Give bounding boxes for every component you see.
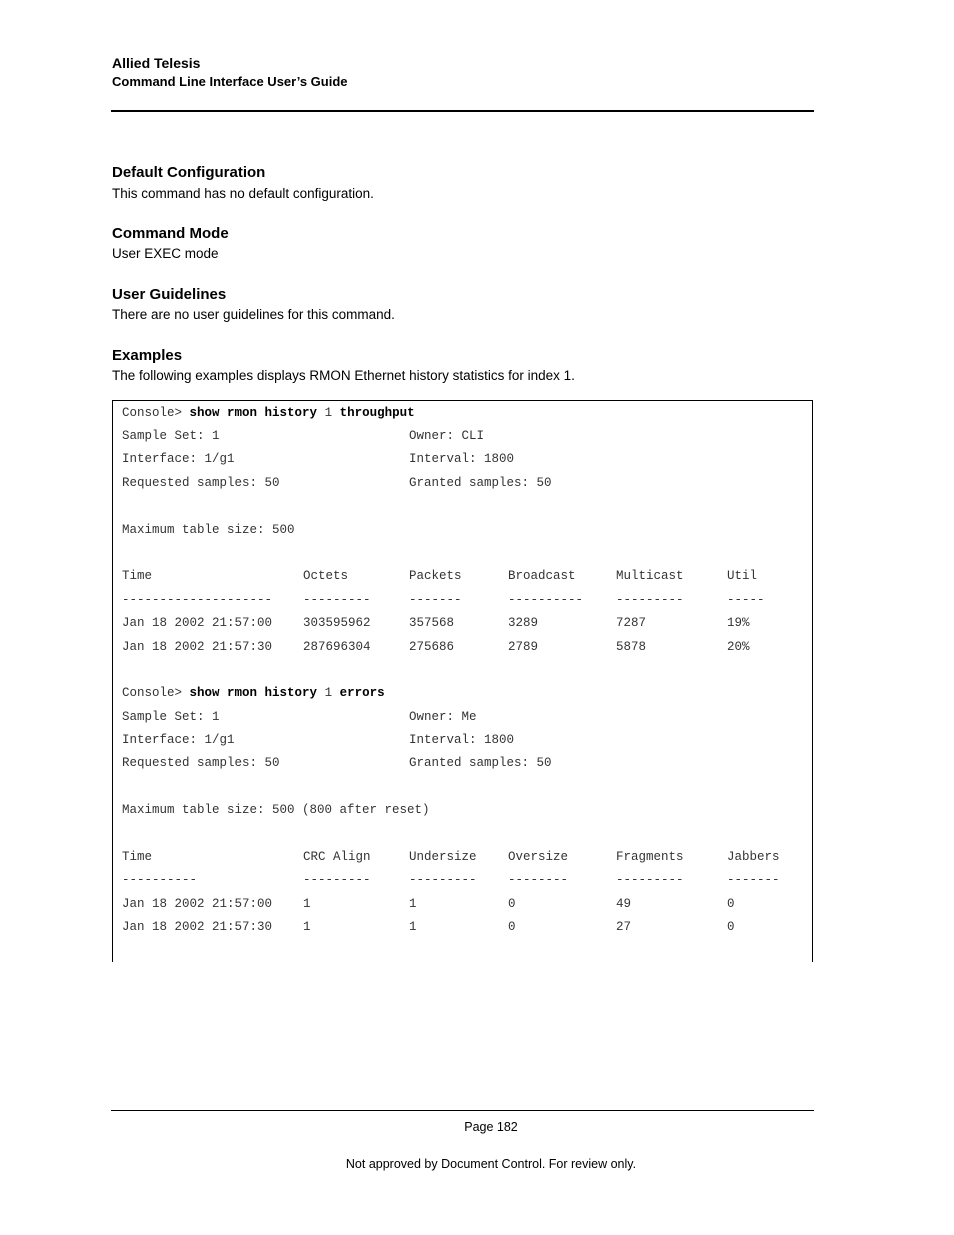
table-cell: Jan 18 2002 21:57:30 <box>122 920 273 934</box>
section-text-command-mode: User EXEC mode <box>112 246 219 261</box>
table-cell: 19% <box>727 616 750 630</box>
section-text-user-guidelines: There are no user guidelines for this command. <box>112 307 395 322</box>
table-cell: 3289 <box>508 616 539 630</box>
command-text: show rmon history <box>189 406 318 420</box>
table-cell: 2789 <box>508 640 539 654</box>
section-heading-command-mode: Command Mode <box>112 225 229 242</box>
table-header-cell: Multicast <box>616 569 684 583</box>
section-heading-examples: Examples <box>112 347 183 364</box>
table-header-cell: Fragments <box>616 850 684 864</box>
table-cell: 357568 <box>409 616 455 630</box>
command-argument: 1 <box>324 686 333 700</box>
info-line: Owner: Me <box>409 710 477 724</box>
info-line: Sample Set: 1 <box>122 710 220 724</box>
table-cell: 49 <box>616 897 632 911</box>
command-argument: 1 <box>324 406 333 420</box>
table-cell: 0 <box>727 897 735 911</box>
table-dashes: ----- <box>727 593 765 607</box>
command-text: show rmon history <box>189 686 318 700</box>
table-dashes: --------- <box>616 593 684 607</box>
table-header-cell: Undersize <box>409 850 477 864</box>
table-cell: 303595962 <box>303 616 371 630</box>
table-cell: 0 <box>727 920 735 934</box>
max-table-size-line: Maximum table size: 500 (800 after reset) <box>122 803 430 817</box>
table-dashes: ------- <box>409 593 462 607</box>
table-cell: 1 <box>303 897 311 911</box>
table-dashes: ---------- <box>122 873 198 887</box>
table-header-cell: CRC Align <box>303 850 371 864</box>
table-dashes: --------- <box>409 873 477 887</box>
command-keyword: errors <box>339 686 385 700</box>
section-heading-default-configuration: Default Configuration <box>112 164 266 181</box>
max-table-size-line: Maximum table size: 500 <box>122 523 295 537</box>
company-name: Allied Telesis <box>112 55 201 71</box>
code-example-box <box>112 400 813 962</box>
info-line: Requested samples: 50 <box>122 476 280 490</box>
table-dashes: -------- <box>508 873 569 887</box>
table-cell: 1 <box>303 920 311 934</box>
table-cell: Jan 18 2002 21:57:00 <box>122 897 273 911</box>
info-line: Granted samples: 50 <box>409 756 552 770</box>
table-header-cell: Time <box>122 850 153 864</box>
table-dashes: --------- <box>303 873 371 887</box>
table-dashes: --------- <box>303 593 371 607</box>
info-line: Interval: 1800 <box>409 452 515 466</box>
table-header-cell: Util <box>727 569 758 583</box>
table-cell: 7287 <box>616 616 647 630</box>
table-dashes: --------- <box>616 873 684 887</box>
table-header-cell: Octets <box>303 569 349 583</box>
section-text-examples: The following examples displays RMON Ethernet history statistics for index 1. <box>112 368 575 383</box>
table-cell: 20% <box>727 640 750 654</box>
section-heading-user-guidelines: User Guidelines <box>112 286 227 303</box>
table-dashes: ---------- <box>508 593 584 607</box>
console-prompt: Console> <box>122 406 183 420</box>
table-header-cell: Packets <box>409 569 462 583</box>
command-line <box>122 684 385 702</box>
command-line <box>122 404 415 422</box>
table-cell: 0 <box>508 920 516 934</box>
table-cell: 1 <box>409 897 417 911</box>
guide-title: Command Line Interface User’s Guide <box>112 74 348 89</box>
table-cell: Jan 18 2002 21:57:30 <box>122 640 273 654</box>
table-cell: 5878 <box>616 640 647 654</box>
table-cell: 27 <box>616 920 632 934</box>
table-header-cell: Oversize <box>508 850 569 864</box>
table-header-cell: Time <box>122 569 153 583</box>
section-text-default-configuration: This command has no default configuration. <box>112 186 374 201</box>
table-dashes: -------------------- <box>122 593 273 607</box>
table-cell: 0 <box>508 897 516 911</box>
page-number: Page 182 <box>464 1120 518 1134</box>
info-line: Interface: 1/g1 <box>122 452 235 466</box>
info-line: Sample Set: 1 <box>122 429 220 443</box>
table-dashes: ------- <box>727 873 780 887</box>
console-prompt: Console> <box>122 686 183 700</box>
table-cell: Jan 18 2002 21:57:00 <box>122 616 273 630</box>
footer-rule <box>111 1110 814 1111</box>
info-line: Requested samples: 50 <box>122 756 280 770</box>
info-line: Interval: 1800 <box>409 733 515 747</box>
review-notice: Not approved by Document Control. For review only. <box>345 1157 637 1171</box>
command-keyword: throughput <box>339 406 415 420</box>
table-header-cell: Jabbers <box>727 850 780 864</box>
table-cell: 275686 <box>409 640 455 654</box>
table-header-cell: Broadcast <box>508 569 576 583</box>
header-rule <box>111 110 814 112</box>
table-cell: 287696304 <box>303 640 371 654</box>
info-line: Owner: CLI <box>409 429 485 443</box>
info-line: Interface: 1/g1 <box>122 733 235 747</box>
info-line: Granted samples: 50 <box>409 476 552 490</box>
table-cell: 1 <box>409 920 417 934</box>
